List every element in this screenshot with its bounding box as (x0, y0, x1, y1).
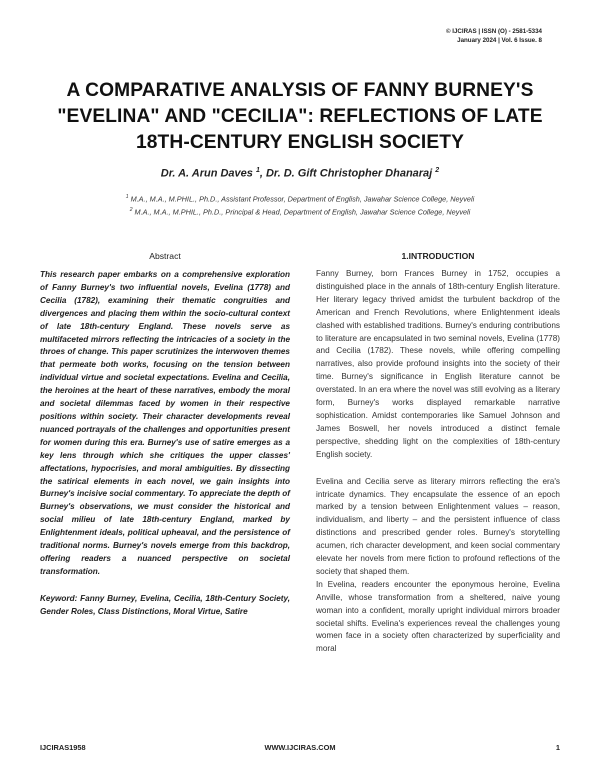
journal-issn: © IJCIRAS | ISSN (O) - 2581-5334 (445, 28, 542, 35)
author-1-marker: 1 (255, 167, 260, 174)
affiliation-1 (40, 194, 560, 203)
paper-title: A COMPARATIVE ANALYSIS OF FANNY BURNEY'S "EVELINA" AND "CECILIA": REFLECTIONS OF LATE 18TH-CENTURY ENGLISH SOCIETY (57, 80, 543, 153)
footer-website: WWW.IJCIRAS.COM (264, 743, 336, 752)
author-line (40, 167, 560, 180)
keywords: Keyword: Fanny Burney, Evelina, Cecilia, 18th-Century Society, Gender Roles, Class Distinctions, Moral Virtue, Satire (40, 593, 290, 616)
affiliation-2-marker: 2 (129, 207, 133, 213)
author-2-marker: 2 (435, 167, 440, 174)
introduction-column (316, 251, 560, 656)
intro-paragraph-3: In Evelina, readers encounter the eponymous heroine, Evelina Anville, whose transformation from a sheltered, naive young woman into a confident, morally upright individual mirrors broader societal shifts. Evelina's experiences reveal the challenges young women face in a society often characterized by superficiality and moral (316, 579, 560, 654)
journal-issue: January 2024 | Vol. 6 Issue. 8 (457, 36, 542, 44)
author-1-name: Dr. A. Arun Daves (160, 167, 253, 180)
author-2-name: Dr. D. Gift Christopher Dhanaraj (265, 167, 433, 180)
intro-paragraph-2: Evelina and Cecilia serve as literary mirrors reflecting the era's intricate dynamics. They encapsulate the essence of an epoch marked by a tension between Enlightenment values – reason, individualism, and liberty – and the persistent influence of class distinctions and prescribed gender roles. Burney's storytelling acumen, rich character development, and keen social commentary elevate her novels from mere fiction to profound reflections of the society that shaped them. (316, 476, 560, 576)
footer-paper-id: IJCIRAS1958 (40, 743, 86, 752)
affiliation-1-marker: 1 (125, 194, 129, 200)
abstract-text: This research paper embarks on a comprehensive exploration of Fanny Burney's two influential novels, Evelina (1778) and Cecilia (1782), examining their thematic congruities and divergences and placing them within the socio-cultural context of late 18th-century England. These novels serve as multifaceted mirrors reflecting the intricacies of a society in the throes of change. This paper scrutinizes the interwoven themes that permeate both works, focusing on the tension between individual virtue and societal expectations. Evelina and Cecilia, the heroines at the heart of these narratives, embody the moral and societal dilemmas faced by women in their respective positions within society. Their character developments reveal nuanced portrayals of the challenges and opportunities present for women during this era. Burney's use of satire emerges as a key lens through which she critiques the upper classes' affectations, hypocrisies, and moral ambiguities. By dissecting the satirical elements in each novel, we gain insights into Burney's incisive social commentary. To appreciate the depth of Burney's observations, we must consider the historical and social milieu of late 18th-century England, marked by Enlightenment ideals, political upheaval, and the persistence of traditional norms. Burney's novels emerge from this backdrop, offering readers a nuanced perspective on societal transformation. (40, 270, 290, 576)
affiliation-1-text: M.A., M.A., M.PHIL., Ph.D., Assistant Professor, Department of English, Jawahar Science College, Neyveli (130, 194, 475, 204)
footer-page-number: 1 (555, 743, 560, 752)
affiliation-2 (40, 207, 560, 216)
introduction-heading: 1.INTRODUCTION (401, 251, 475, 261)
journal-header (446, 28, 542, 45)
author-separator: , (259, 167, 263, 180)
abstract-column (40, 251, 290, 619)
intro-paragraph-1: Fanny Burney, born Frances Burney in 1752, occupies a distinguished place in the annals of 18th-century English literature. Her literary legacy thrived amidst the turbulent backdrop of the American and French Revolutions, where Enlightenment ideals clashed with established traditions. Burney's enduring contributions to literature are encapsulated in two seminal novels, Evelina (1778) and Cecilia (1782). These novels, while offering compelling narratives, also provide profound insights into the society of their time. Burney's significance in English literature cannot be overstated. In an era where the novel was still evolving as a literary form, Burney's works displayed remarkable narrative sophistication. Amidst contemporaries like Samuel Johnson and James Boswell, her novels introduced a distinct female perspective, shedding light on the complexities of 18th-century English society. (316, 269, 560, 459)
abstract-heading: Abstract (149, 251, 181, 261)
affiliation-2-text: M.A., M.A., M.PHIL., Ph.D., Principal & Head, Department of English, Jawahar Science College, Neyveli (134, 207, 471, 217)
